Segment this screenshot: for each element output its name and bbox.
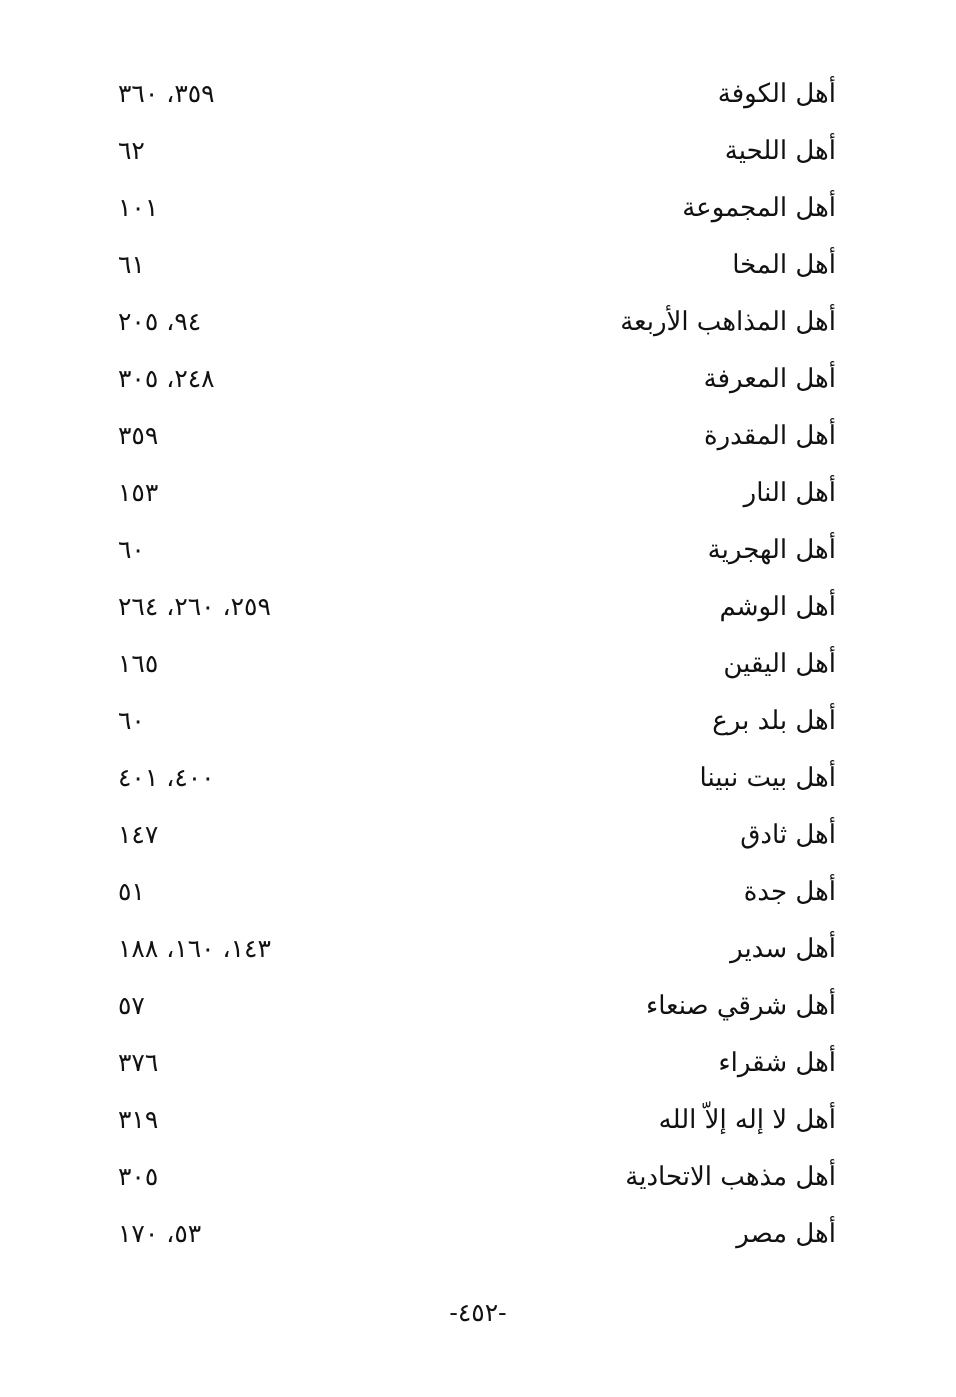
index-entry — [0, 522, 956, 579]
index-term: أهل ثادق — [740, 820, 836, 850]
index-term: أهل بلد برع — [712, 706, 836, 736]
index-pages: ٢٥٩، ٢٦٠، ٢٦٤ — [118, 592, 271, 621]
index-term: أهل شرقي صنعاء — [646, 991, 836, 1021]
index-entry — [0, 1149, 956, 1206]
index-pages: ١٦٥ — [118, 649, 159, 678]
page-number: -٤٥٢- — [449, 1298, 507, 1327]
index-pages: ١٤٧ — [118, 820, 159, 849]
index-pages: ٣١٩ — [118, 1105, 159, 1134]
index-pages: ٦٠ — [118, 706, 145, 735]
index-term: أهل سدير — [730, 934, 836, 964]
index-pages: ٥٧ — [118, 991, 145, 1020]
index-term: أهل المخا — [732, 250, 836, 280]
index-term: أهل مصر — [736, 1219, 836, 1249]
index-term: أهل الهجرية — [707, 535, 836, 565]
index-entry — [0, 351, 956, 408]
index-entry — [0, 237, 956, 294]
index-pages: ٦٢ — [118, 136, 145, 165]
index-entry — [0, 636, 956, 693]
index-pages: ٣٥٩ — [118, 421, 159, 450]
index-pages: ٩٤، ٢٠٥ — [118, 307, 202, 336]
index-pages: ١٤٣، ١٦٠، ١٨٨ — [118, 934, 271, 963]
index-term: أهل جدة — [743, 877, 836, 907]
index-entry — [0, 864, 956, 921]
index-entry — [0, 1035, 956, 1092]
index-entry — [0, 1206, 956, 1263]
index-term: أهل مذهب الاتحادية — [625, 1162, 836, 1192]
index-term: أهل المجموعة — [682, 193, 836, 223]
index-pages: ٥١ — [118, 877, 145, 906]
index-term: أهل المذاهب الأربعة — [620, 307, 836, 337]
index-term: أهل الكوفة — [717, 79, 836, 109]
index-pages: ٦٠ — [118, 535, 145, 564]
index-entry — [0, 1092, 956, 1149]
index-pages: ٦١ — [118, 250, 145, 279]
index-entry — [0, 465, 956, 522]
index-entry — [0, 123, 956, 180]
index-term: أهل النار — [743, 478, 836, 508]
index-entry — [0, 408, 956, 465]
index-pages: ٤٠٠، ٤٠١ — [118, 763, 215, 792]
index-pages: ٣٥٩، ٣٦٠ — [118, 79, 215, 108]
index-term: أهل اللحية — [724, 136, 836, 166]
index-term: أهل المقدرة — [703, 421, 836, 451]
index-entry — [0, 579, 956, 636]
index-entry — [0, 66, 956, 123]
index-term: أهل لا إله إلاّ الله — [658, 1105, 836, 1135]
index-term: أهل الوشم — [719, 592, 836, 622]
index-list — [0, 66, 956, 1263]
index-term: أهل شقراء — [718, 1048, 836, 1078]
index-pages: ٥٣، ١٧٠ — [118, 1219, 202, 1248]
index-pages: ٢٤٨، ٣٠٥ — [118, 364, 215, 393]
index-pages: ٣٠٥ — [118, 1162, 159, 1191]
index-entry — [0, 294, 956, 351]
index-entry — [0, 750, 956, 807]
index-pages: ١٥٣ — [118, 478, 159, 507]
index-term: أهل المعرفة — [703, 364, 836, 394]
index-pages: ١٠١ — [118, 193, 159, 222]
index-pages: ٣٧٦ — [118, 1048, 159, 1077]
index-entry — [0, 180, 956, 237]
index-term: أهل اليقين — [723, 649, 836, 679]
index-entry — [0, 978, 956, 1035]
index-entry — [0, 807, 956, 864]
index-entry — [0, 693, 956, 750]
index-entry — [0, 921, 956, 978]
index-term: أهل بيت نبينا — [699, 763, 836, 793]
